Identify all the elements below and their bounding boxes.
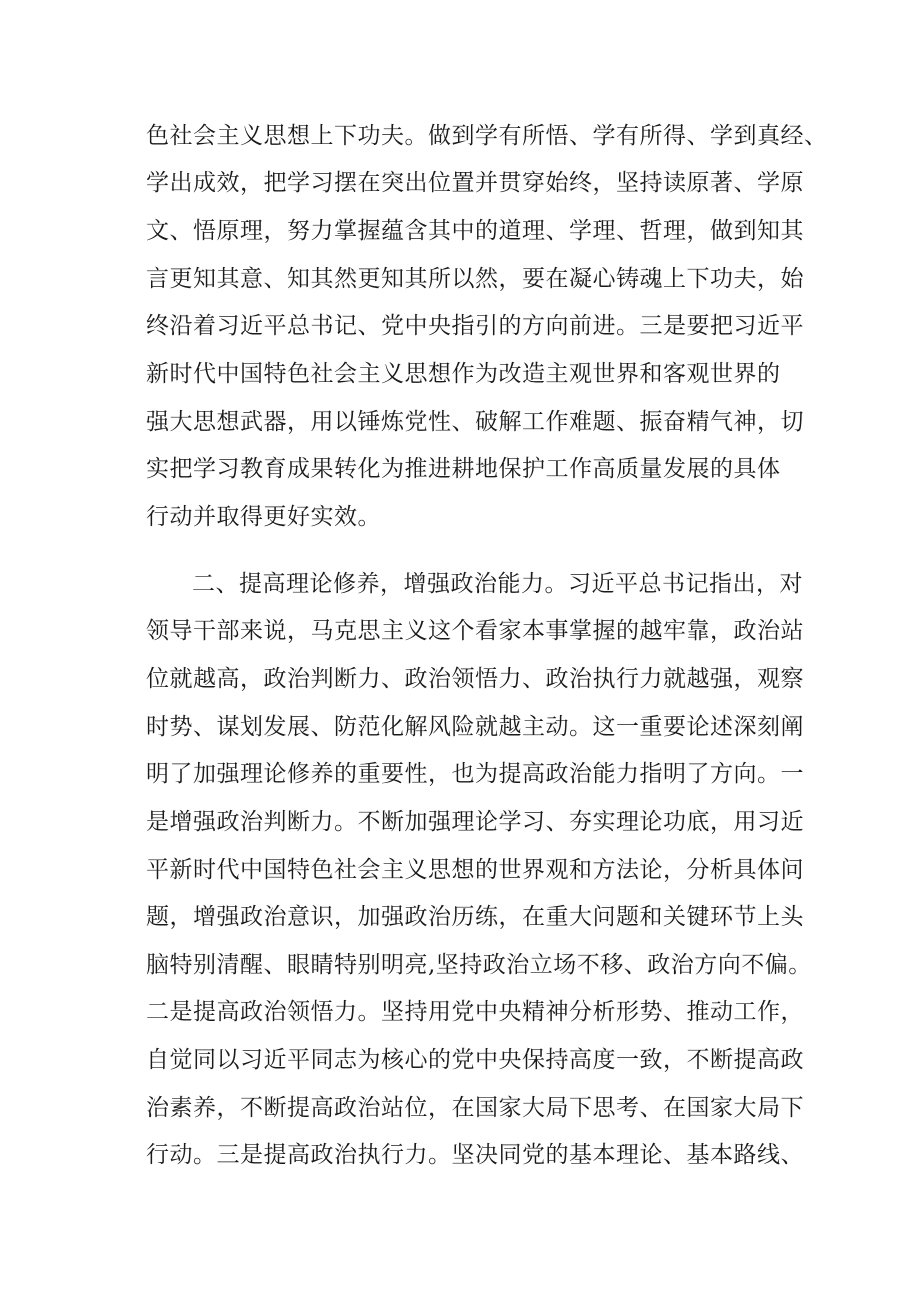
paragraph-1-line-8: 实把学习教育成果转化为推进耕地保护工作高质量发展的具体 <box>146 456 781 482</box>
paragraph-2-line-3: 位就越高，政治判断力、政治领悟力、政治执行力就越强，观察 <box>146 666 804 692</box>
paragraph-2-line-4: 时势、谋划发展、防范化解风险就越主动。这一重要论述深刻阐 <box>146 714 804 740</box>
paragraph-2-line-13: 行动。三是提高政治执行力。坚决同党的基本理论、基本路线、 <box>146 1142 804 1168</box>
paragraph-2-line-6: 是增强政治判断力。不断加强理论学习、夯实理论功底，用习近 <box>146 809 804 835</box>
paragraph-2-line-2: 领导干部来说，马克思主义这个看家本事掌握的越牢靠，政治站 <box>146 618 804 644</box>
paragraph-1-line-9: 行动并取得更好实效。 <box>146 504 381 530</box>
paragraph-2-line-5: 明了加强理论修养的重要性，也为提高政治能力指明了方向。一 <box>146 761 804 787</box>
paragraph-2-line-9: 脑特别清醒、眼睛特别明亮,坚持政治立场不移、政治方向不偏。 <box>146 952 812 978</box>
paragraph-2-line-7: 平新时代中国特色社会主义思想的世界观和方法论，分析具体问 <box>146 857 804 883</box>
paragraph-2-line-1: 二、提高理论修养，增强政治能力。习近平总书记指出，对 <box>192 571 803 597</box>
paragraph-1-line-2: 学出成效，把学习摆在突出位置并贯穿始终，坚持读原著、学原 <box>146 170 804 196</box>
paragraph-1-line-5: 终沿着习近平总书记、党中央指引的方向前进。三是要把习近平 <box>146 313 804 339</box>
paragraph-1-line-6: 新时代中国特色社会主义思想作为改造主观世界和客观世界的 <box>146 361 781 387</box>
paragraph-2-line-10: 二是提高政治领悟力。坚持用党中央精神分析形势、推动工作， <box>146 999 804 1025</box>
paragraph-2-line-11: 自觉同以习近平同志为核心的党中央保持高度一致，不断提高政 <box>146 1047 804 1073</box>
paragraph-1-line-4: 言更知其意、知其然更知其所以然，要在凝心铸魂上下功夫，始 <box>146 266 804 292</box>
paragraph-2-line-8: 题，增强政治意识，加强政治历练，在重大问题和关键环节上头 <box>146 904 804 930</box>
paragraph-2-line-12: 治素养，不断提高政治站位，在国家大局下思考、在国家大局下 <box>146 1095 804 1121</box>
paragraph-1-line-7: 强大思想武器，用以锤炼党性、破解工作难题、振奋精气神，切 <box>146 409 804 435</box>
paragraph-1-line-3: 文、悟原理，努力掌握蕴含其中的道理、学理、哲理，做到知其 <box>146 218 804 244</box>
paragraph-1-line-1: 色社会主义思想上下功夫。做到学有所悟、学有所得、学到真经、 <box>146 123 828 149</box>
